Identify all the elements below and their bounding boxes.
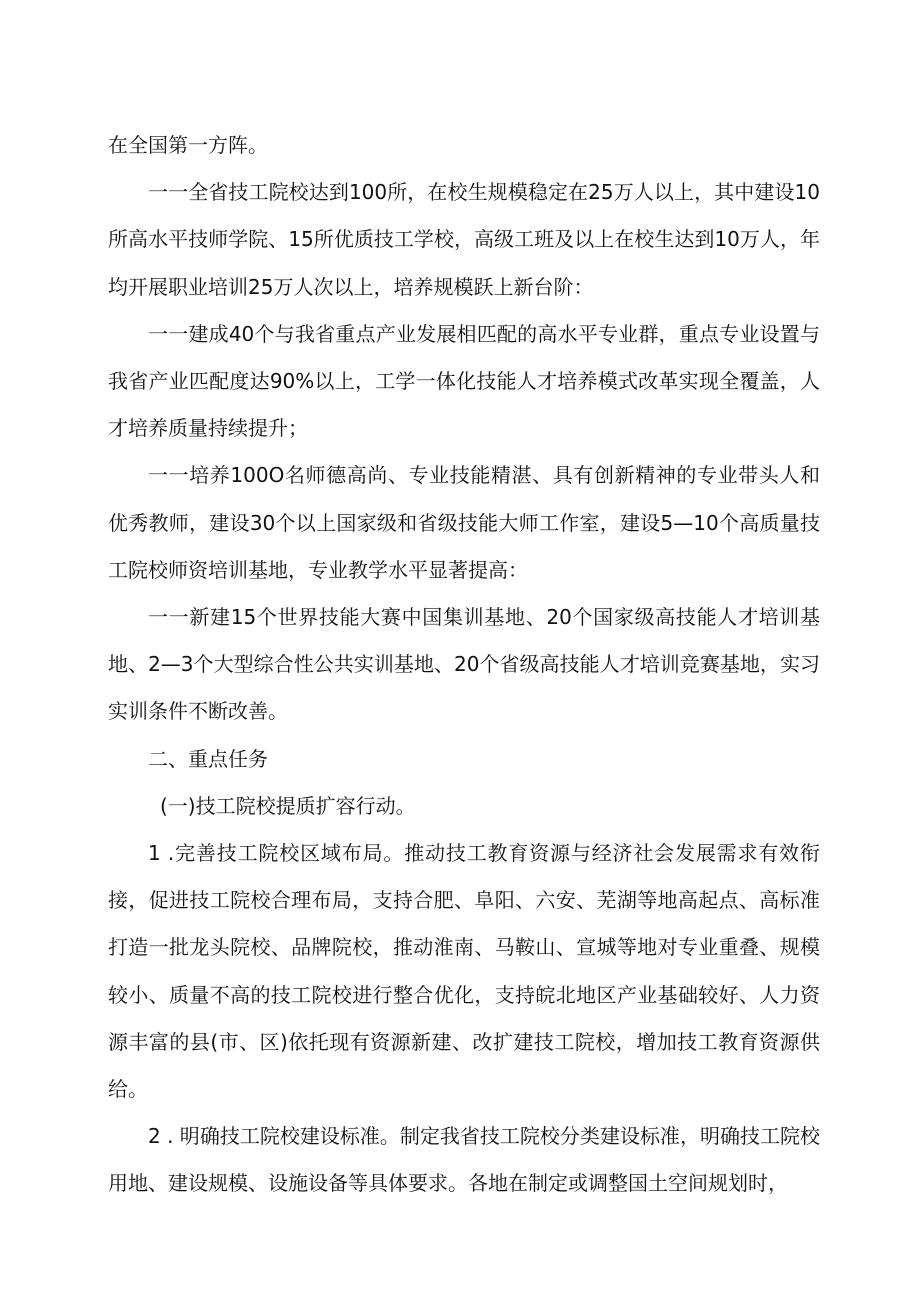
paragraph-continuation: 在全国第一方阵。 — [108, 133, 268, 157]
paragraph-target-teachers: 一一培养100O名师德高尚、专业技能精湛、具有创新精神的专业带头人和优秀教师，建设30个以上国家级和省级技能大师工作室，建设5—10个高质量技工院校师资培训基地，专业教学水平显著提高： — [108, 463, 820, 582]
paragraph-target-bases: 一一新建15个世界技能大赛中国集训基地、20个国家级高技能人才培训基地、2—3个大型综合性公共实训基地、20个省级高技能人才培训竞赛基地，实习实训条件不断改善。 — [108, 605, 820, 724]
document-body — [108, 122, 820, 1208]
paragraph-target-schools: 一一全省技工院校达到100所，在校生规模稳定在25万人以上，其中建设10所高水平技师学院、15所优质技工学校，高级工班及以上在校生达到10万人，年均开展职业培训25万人次以上，培养规模跃上新台阶： — [108, 180, 820, 299]
paragraph-item-2-standards: 2 . 明确技工院校建设标准。制定我省技工院校分类建设标准，明确技工院校用地、建设规模、设施设备等具体要求。各地在制定或调整国土空间规划时， — [108, 1124, 820, 1196]
subsection-heading-quality-expansion: (一)技工院校提质扩容行动。 — [160, 793, 416, 818]
paragraph-item-1-layout: 1 .完善技工院校区域布局。推动技工教育资源与经济社会发展需求有效衔接，促进技工院校合理布局，支持合肥、阜阳、六安、芜湖等地高起点、高标准打造一批龙头院校、品牌院校，推动淮南、马鞍山、宣城等地对专业重叠、规模较小、质量不高的技工院校进行整合优化，支持皖北地区产业基础较好、人力资源丰富的县(市、区)依托现有资源新建、改扩建技工院校，增加技工教育资源供给。 — [108, 841, 820, 1102]
paragraph-target-majors: 一一建成40个与我省重点产业发展相匹配的高水平专业群，重点专业设置与我省产业匹配度达90%以上，工学一体化技能人才培养模式改革实现全覆盖，人才培养质量持续提升； — [108, 321, 820, 441]
section-heading-key-tasks: 二、重点任务 — [148, 746, 268, 771]
